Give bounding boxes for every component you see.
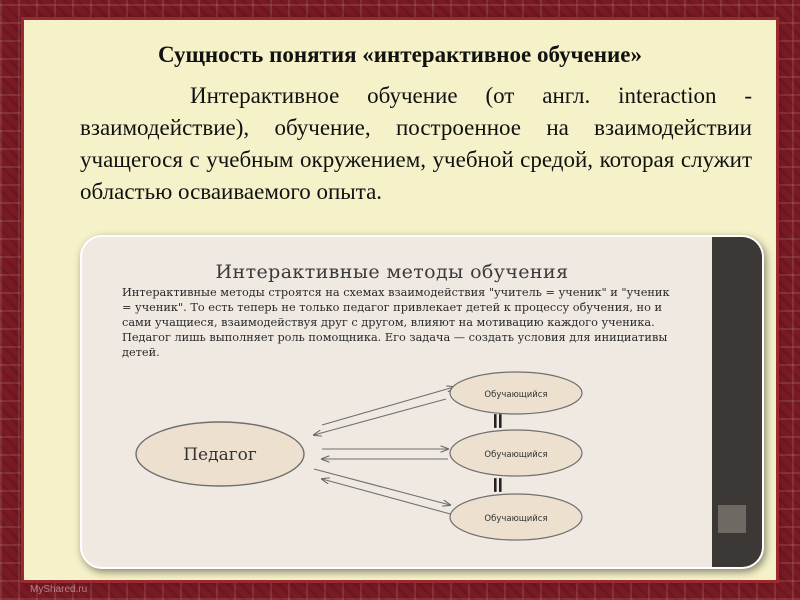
interaction-diagram: [82, 237, 762, 567]
diagram-arrows: [314, 387, 454, 515]
arrow-from-student-3: [322, 479, 454, 515]
student-label-3: Обучающийся: [484, 514, 548, 524]
arrow-to-student-3: [314, 469, 450, 505]
student-label-2: Обучающийся: [484, 450, 548, 460]
inset-description: Интерактивные методы строятся на схемах взаимодействия "учитель = ученик" и "ученик = ученик". То есть теперь не только педагог привлекает детей к процессу обучения, но и сами учащиеся, взаимодействуя друг с другом, влияют на мотивацию каждого ученика. Педагог лишь выполняет роль помощника. Его задача — создать условия для инициативы детей.: [122, 286, 670, 359]
inset-slide: [80, 235, 764, 569]
student-label-1: Обучающийся: [484, 390, 548, 400]
arrow-from-student-1: [314, 399, 446, 435]
inset-title: Интерактивные методы обучения: [215, 261, 569, 283]
arrow-to-student-1: [322, 387, 454, 425]
slide-title: Сущность понятия «интерактивное обучение»: [157, 42, 643, 67]
slide-body-text: Интерактивное обучение (от англ. interaction - взаимодействие), обучение, построенное на взаимодействии учащегося с учебным окружением, учебной средой, которая служит областью осваиваемого опыта.: [80, 83, 752, 204]
watermark: MyShared.ru: [30, 584, 88, 595]
equals-sign-1: =: [485, 411, 510, 431]
teacher-label: Педагог: [183, 445, 257, 465]
equals-sign-2: =: [485, 475, 510, 495]
